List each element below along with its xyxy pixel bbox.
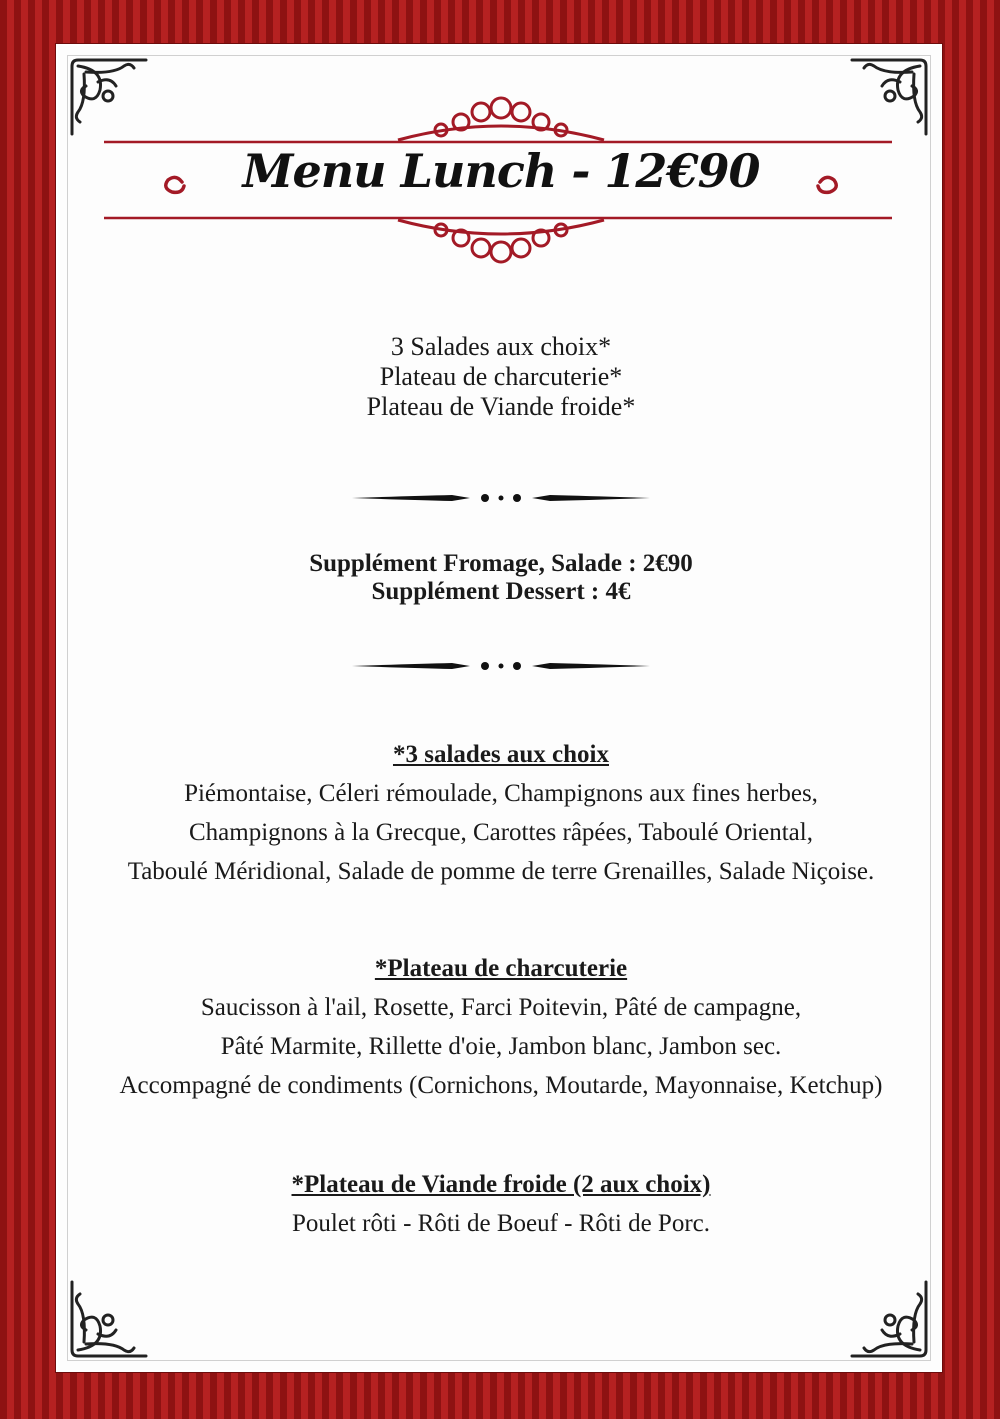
menu-summary	[58, 332, 944, 422]
section-line: Poulet rôti - Rôti de Boeuf - Rôti de Porc.	[291, 1210, 710, 1237]
supplement-line: Supplément Fromage, Salade : 2€90	[309, 550, 693, 577]
section-viande-froide	[58, 1166, 944, 1243]
section-line: Accompagné de condiments (Cornichons, Moutarde, Mayonnaise, Ketchup)	[119, 1072, 883, 1099]
corner-ornament-bottom-right	[844, 1274, 934, 1364]
corner-ornament-bottom-left	[64, 1274, 154, 1364]
section-line: Piémontaise, Céleri rémoulade, Champignons aux fines herbes,	[184, 780, 818, 807]
section-line: Saucisson à l'ail, Rosette, Farci Poitevin, Pâté de campagne,	[200, 994, 802, 1021]
section-title: *Plateau de Viande froide (2 aux choix)	[291, 1171, 711, 1198]
section-line: Taboulé Méridional, Salade de pomme de terre Grenailles, Salade Niçoise.	[127, 858, 875, 885]
ornamental-divider	[352, 490, 650, 506]
summary-line: 3 Salades aux choix*	[390, 332, 612, 361]
summary-line: Plateau de charcuterie*	[379, 362, 623, 391]
section-charcuterie	[58, 950, 944, 1105]
section-salades	[58, 736, 944, 891]
summary-line: Plateau de Viande froide*	[366, 392, 636, 421]
section-line: Pâté Marmite, Rillette d'oie, Jambon blanc, Jambon sec.	[220, 1033, 782, 1060]
section-title: *Plateau de charcuterie	[374, 955, 628, 982]
section-title: *3 salades aux choix	[392, 741, 609, 768]
ornamental-divider	[352, 658, 650, 674]
menu-page	[56, 44, 942, 1372]
supplement-line: Supplément Dessert : 4€	[371, 578, 631, 605]
section-line: Champignons à la Grecque, Carottes râpées, Taboulé Oriental,	[189, 819, 813, 846]
supplements	[58, 550, 944, 606]
page-title: Menu Lunch - 12€90	[242, 144, 760, 198]
title-banner	[58, 46, 944, 306]
